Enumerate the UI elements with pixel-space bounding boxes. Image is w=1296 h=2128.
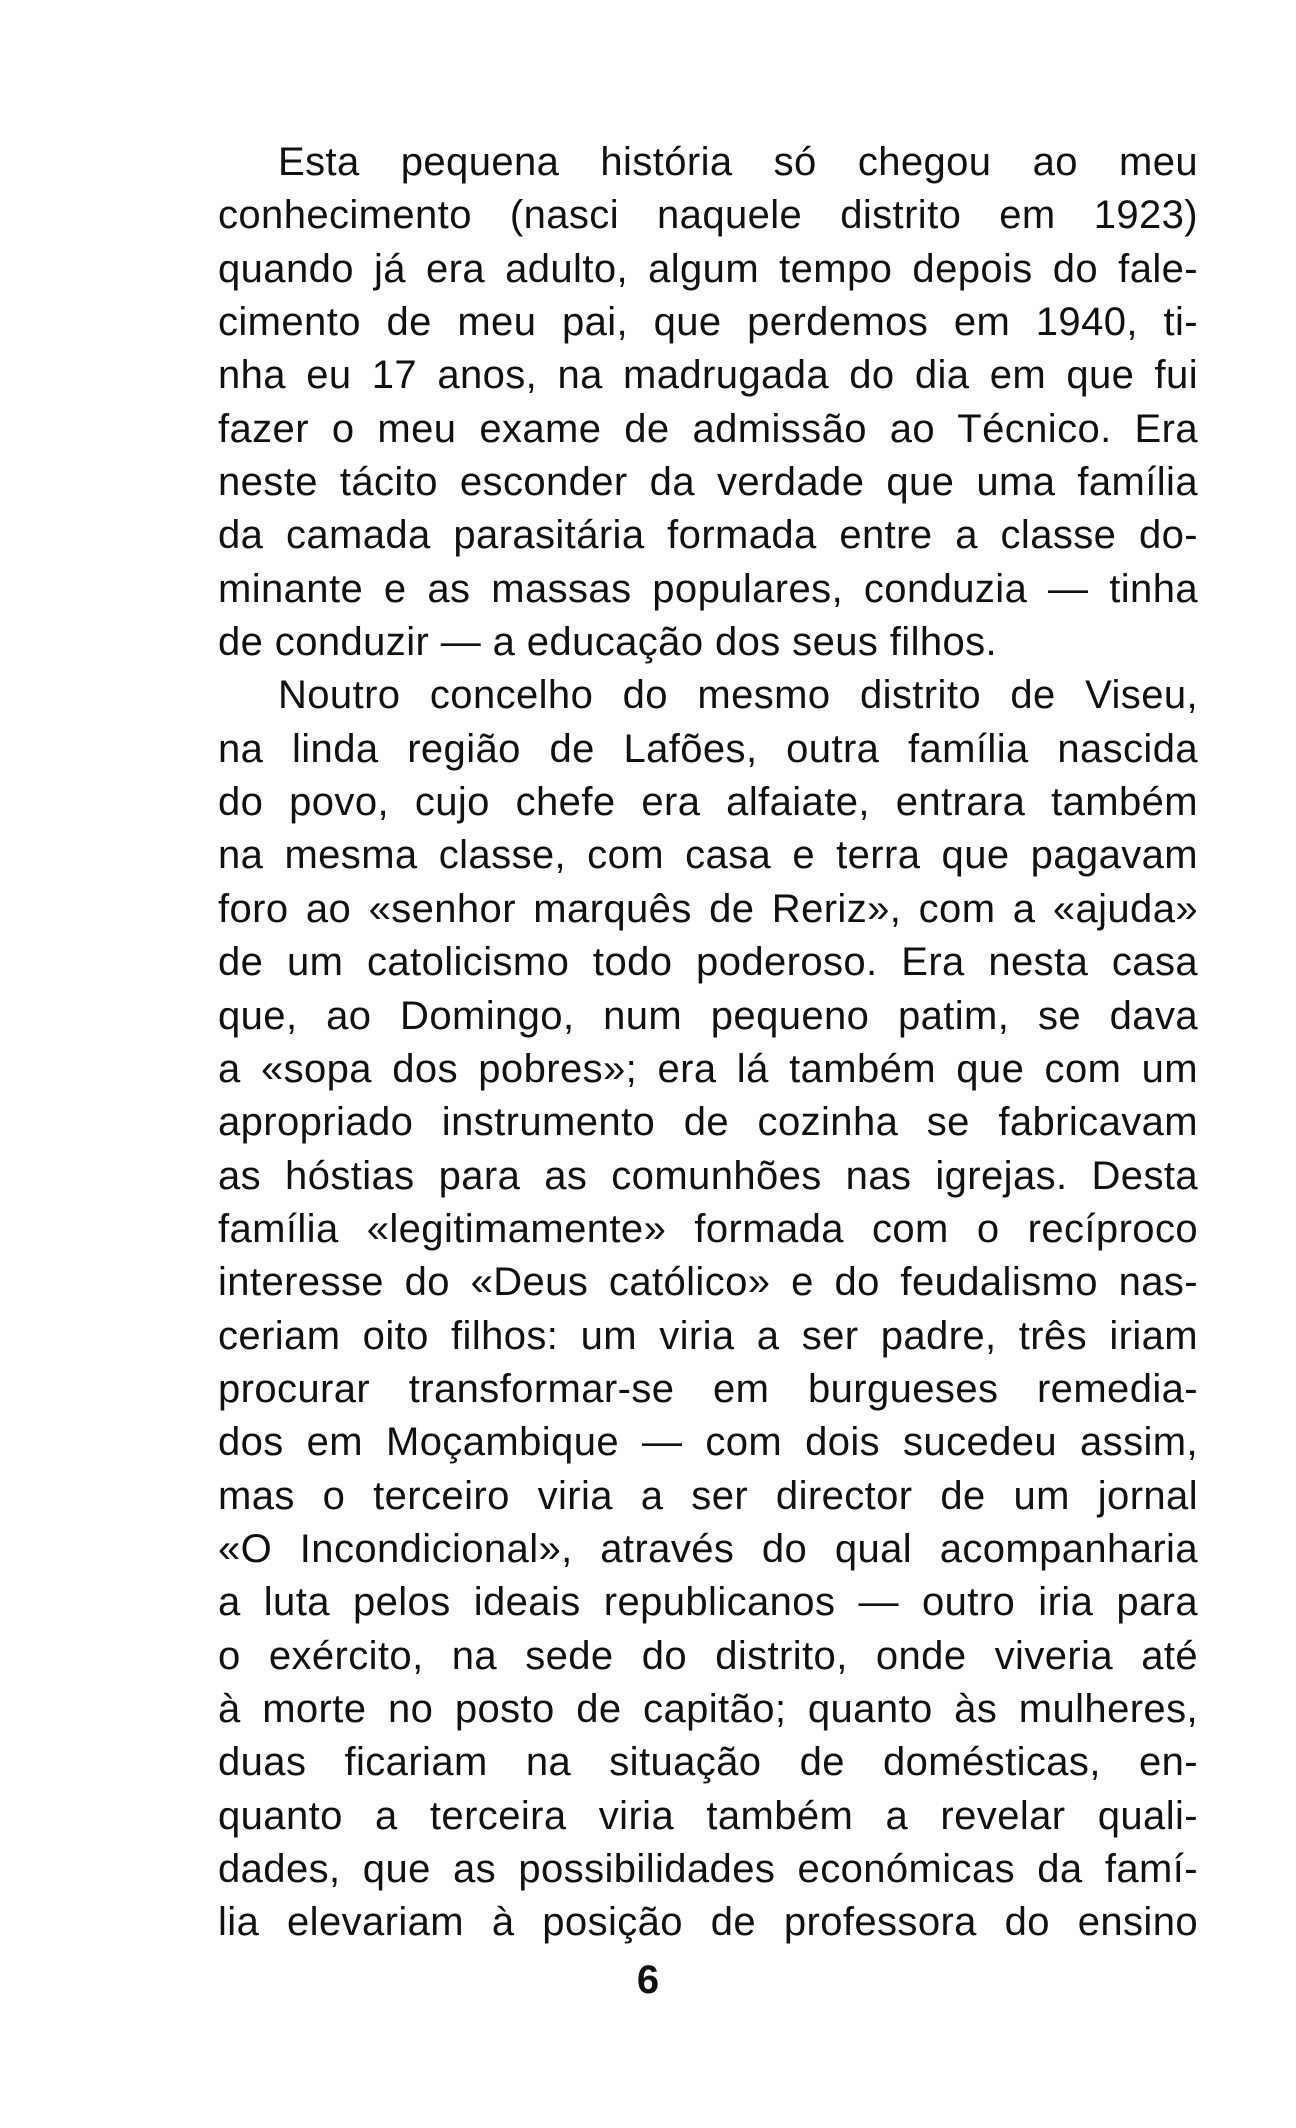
text-line: família «legitimamente» formada com o recíproco — [218, 1206, 1198, 1251]
text-line: fazer o meu exame de admissão ao Técnico. Era — [218, 406, 1198, 451]
text-line: na mesma classe, com casa e terra que pagavam — [218, 833, 1198, 878]
text-line: do povo, cujo chefe era alfaiate, entrara também — [218, 780, 1198, 825]
text-line: interesse do «Deus católico» e do feudalismo nas- — [218, 1260, 1198, 1305]
text-line: o exército, na sede do distrito, onde viveria até — [218, 1633, 1198, 1678]
text-line: foro ao «senhor marquês de Reriz», com a «ajuda» — [218, 886, 1198, 931]
text-line: dades, que as possibilidades económicas da famí- — [218, 1847, 1198, 1891]
text-line: cimento de meu pai, que perdemos em 1940, ti- — [218, 300, 1198, 345]
text-line: mas o terceiro viria a ser director de um jornal — [218, 1473, 1198, 1518]
text-line: duas ficariam na situação de domésticas, en- — [218, 1740, 1198, 1785]
text-line: Esta pequena história só chegou ao meu — [278, 140, 1198, 184]
text-line: a «sopa dos pobres»; era lá também que com um — [218, 1046, 1198, 1091]
text-line: neste tácito esconder da verdade que uma família — [218, 460, 1198, 505]
text-line: quanto a terceira viria também a revelar quali- — [218, 1793, 1198, 1838]
text-line: de um catolicismo todo poderoso. Era nesta casa — [218, 940, 1198, 985]
text-line: à morte no posto de capitão; quanto às mulheres, — [218, 1686, 1198, 1731]
text-line: da camada parasitária formada entre a classe do- — [218, 513, 1198, 558]
text-line: de conduzir — a educação dos seus filhos. — [218, 620, 998, 665]
text-line: a luta pelos ideais republicanos — outro iria para — [218, 1580, 1198, 1625]
text-line: as hóstias para as comunhões nas igrejas. Desta — [218, 1153, 1198, 1198]
page-number: 6 — [636, 1958, 660, 2002]
text-line: procurar transformar-se em burgueses remedia- — [218, 1366, 1198, 1411]
text-line: quando já era adulto, algum tempo depois do fale- — [218, 246, 1198, 291]
body-text — [218, 136, 1198, 1950]
text-line: dos em Moçambique — com dois sucedeu assim, — [218, 1420, 1198, 1465]
text-line: minante e as massas populares, conduzia — tinha — [218, 566, 1198, 611]
text-line: nha eu 17 anos, na madrugada do dia em que fui — [218, 353, 1198, 398]
text-line: que, ao Domingo, num pequeno patim, se dava — [218, 993, 1198, 1038]
text-line: lia elevariam à posição de professora do ensino — [218, 1900, 1198, 1945]
text-line: na linda região de Lafões, outra família nascida — [218, 726, 1198, 771]
text-line: «O Incondicional», através do qual acompanharia — [218, 1526, 1198, 1571]
text-line: ceriam oito filhos: um viria a ser padre, três iriam — [218, 1313, 1198, 1358]
text-line: apropriado instrumento de cozinha se fabricavam — [218, 1100, 1198, 1145]
text-line: conhecimento (nasci naquele distrito em 1923) — [218, 193, 1198, 238]
text-line: Noutro concelho do mesmo distrito de Viseu, — [278, 673, 1198, 718]
